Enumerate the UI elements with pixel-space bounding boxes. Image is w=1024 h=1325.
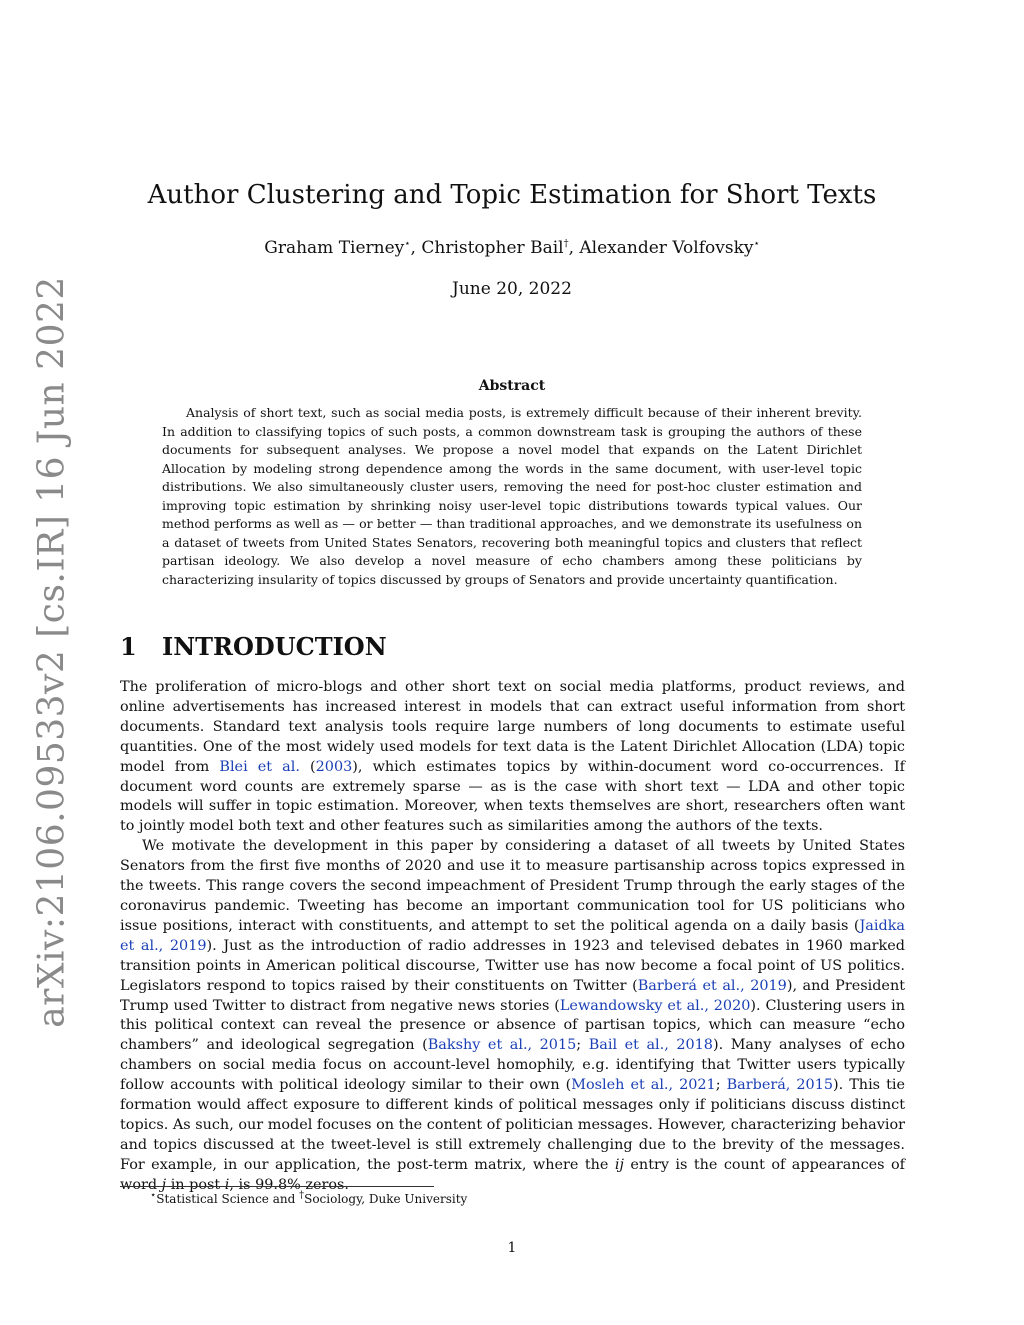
paper-title: Author Clustering and Topic Estimation for Short Texts [147, 180, 877, 210]
math-symbol: i [224, 1176, 230, 1193]
math-symbol: ij [614, 1156, 624, 1173]
footnote-divider [120, 1186, 434, 1187]
citation-link[interactable]: Mosleh et al., 2021 [571, 1077, 716, 1094]
section-title: INTRODUCTION [162, 632, 387, 661]
footnote-mark: † [299, 1190, 305, 1201]
author-name: Graham Tierney [264, 238, 405, 258]
affiliation-mark: † [563, 238, 569, 250]
paper-date: June 20, 2022 [452, 279, 572, 299]
citation-link[interactable]: Barberá et al., 2019 [637, 977, 787, 994]
citation-link[interactable]: Blei et al. [219, 758, 300, 775]
footnote: ⋆Statistical Science and †Sociology, Duke University [150, 1190, 468, 1206]
citation-link[interactable]: Lewandowsky et al., 2020 [559, 997, 751, 1014]
affiliation-mark: ⋆ [404, 238, 411, 250]
author-name: Christopher Bail [421, 238, 564, 258]
citation-link[interactable]: Jaidka et al., 2019 [120, 917, 905, 954]
abstract-text: Analysis of short text, such as social media posts, is extremely difficult because of their inherent brevity. In addition to classifying topics of such posts, a common downstream task is grouping the authors of these documents for subsequent analyses. We propose a novel model that expands on the Latent Dirichlet Allocation by modeling strong dependence among the words in the same document, with user-level topic distributions. We also simultaneously cluster users, removing the need for post-hoc cluster estimation and improving topic estimation by shrinking noisy user-level topic distributions towards typical values. Our method performs as well as — or better — than traditional approaches, and we demonstrate its usefulness on a dataset of tweets from United States Senators, recovering both meaningful topics and clusters that reflect partisan ideology. We also develop a novel measure of echo chambers among these politicians by characterizing insularity of topics discussed by groups of Senators and provide uncertainty quantification. [162, 405, 862, 587]
paragraph: The proliferation of micro-blogs and other short text on social media platforms, product reviews, and online advertisements has increased interest in models that can extract useful information from short documents. Standard text analysis tools require large numbers of long documents to estimate useful quantities. One of the most widely used models for text data is the Latent Dirichlet Allocation (LDA) topic model from Blei et al. (2003), which estimates topics by within-document word co-occurrences. If document word counts are extremely sparse — as is the case with short text — LDA and other topic models will suffer in topic estimation. Moreover, when texts themselves are short, researchers often want to jointly model both text and other features such as similarities among the authors of the texts. [120, 679, 905, 835]
author-separator: , [568, 238, 580, 258]
body-text [120, 678, 905, 1196]
author-name: Alexander Volfovsky [579, 238, 754, 258]
abstract-heading: Abstract [478, 378, 546, 394]
math-symbol: j [161, 1176, 167, 1193]
footnote-mark: ⋆ [150, 1190, 157, 1201]
citation-link[interactable]: Bakshy et al., 2015 [427, 1037, 577, 1054]
section-heading [120, 632, 387, 661]
author-separator: , [410, 238, 422, 258]
section-number: 1 [120, 632, 137, 661]
citation-link[interactable]: 2003 [315, 758, 353, 775]
affiliation-mark: ⋆ [753, 238, 760, 250]
page-number: 1 [507, 1240, 517, 1256]
paragraph: We motivate the development in this paper by considering a dataset of all tweets by United States Senators from the first five months of 2020 and use it to measure partisanship across topics expressed in the tweets. This range covers the second impeachment of President Trump through the early stages of the coronavirus pandemic. Tweeting has become an important communication tool for US politicians who issue positions, interact with constituents, and attempt to set the political agenda on a daily basis (Jaidka et al., 2019). Just as the introduction of radio addresses in 1923 and televised debates in 1960 marked transition points in American political discourse, Twitter use has now become a focal point of US politics. Legislators respond to topics raised by their constituents on Twitter (Barberá et al., 2019), and President Trump used Twitter to distract from negative news stories (Lewandowsky et al., 2020). Clustering users in this political context can reveal the presence or absence of partisan topics, which can measure “echo chambers” and ideological segregation (Bakshy et al., 2015; Bail et al., 2018). Many analyses of echo chambers on social media focus on account-level homophily, e.g. identifying that Twitter users typically follow accounts with political ideology similar to their own (Mosleh et al., 2021; Barberá, 2015). This tie formation would affect exposure to different kinds of political messages only if politicians discuss distinct topics. As such, our model focuses on the content of politician messages. However, characterizing behavior and topics discussed at the tweet-level is still extremely challenging due to the brevity of the messages. For example, in our application, the post-term matrix, where the ij entry is the count of appearances of word j in post i, is 99.8% zeros. [120, 838, 906, 1193]
arxiv-identifier: arXiv:2106.09533v2 [cs.IR] 16 Jun 2022 [31, 276, 73, 1028]
author-list [0, 238, 1024, 258]
citation-link[interactable]: Bail et al., 2018 [588, 1037, 713, 1054]
citation-link[interactable]: Barberá, 2015 [726, 1077, 834, 1094]
